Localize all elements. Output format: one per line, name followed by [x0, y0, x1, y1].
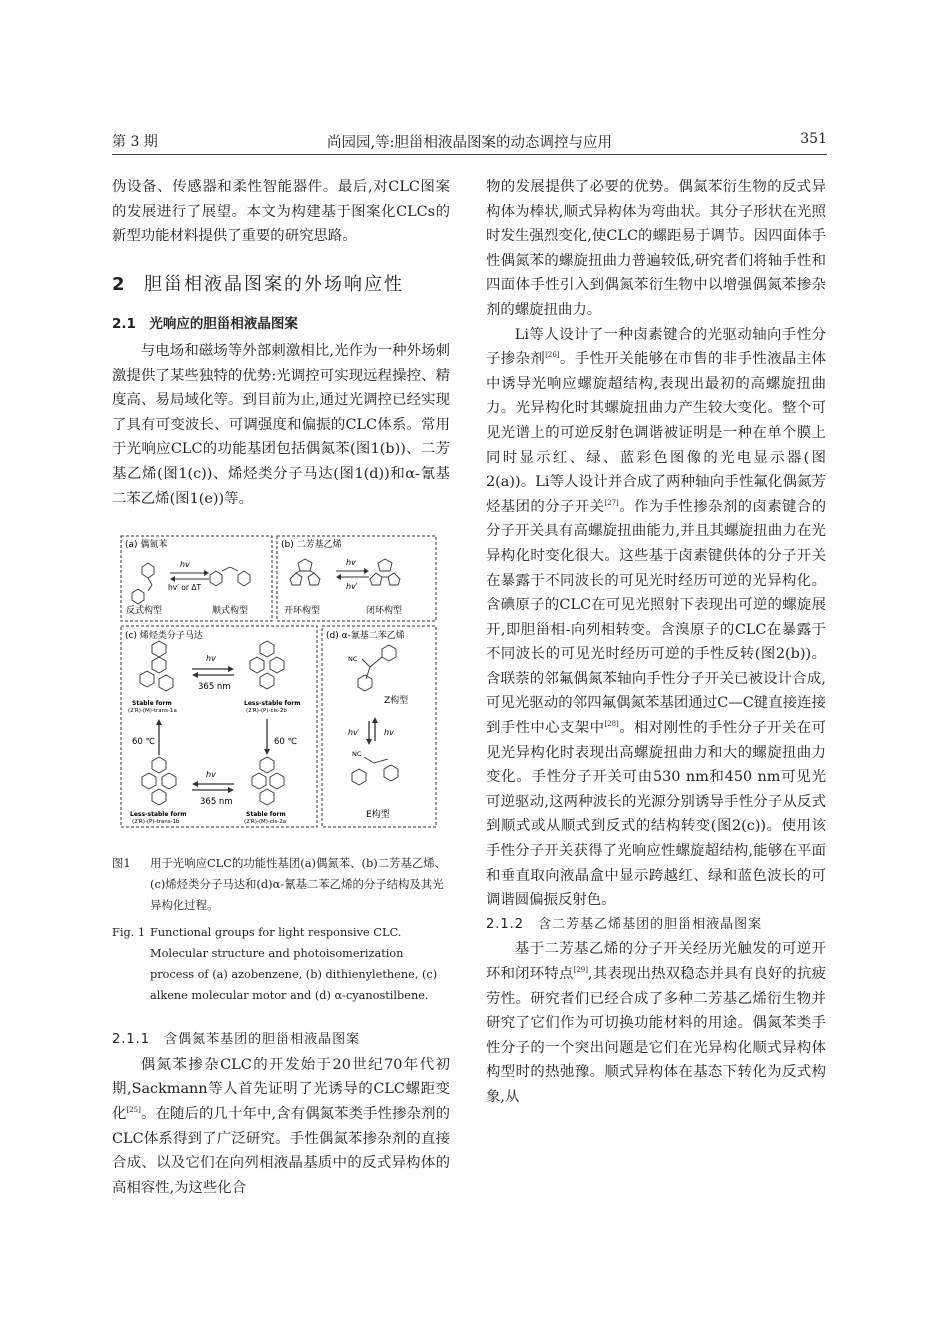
stable-form-1a-label: Stable form: [132, 700, 172, 708]
paragraph: 与电场和磁场等外部刺激相比,光作为一种外场刺激提供了某些独特的优势:光调控可实现远程操控、精度高、易局域化等。到目前为止,通过光调控已经实现了具有可变波长、可调强度和偏振的CLC体系。常用于光响应CLC的功能基团包括偶氮苯(图1(b))、二芳基乙烯(图1(c))、烯烃类分子马达(图1(d))和α-氰基二苯乙烯(图1(e))等。: [112, 342, 450, 507]
azo-forward-light: hv: [180, 560, 190, 570]
panel-a-label: (a) 偶氮苯: [125, 540, 168, 551]
panel-b-label: (b) 二芳基乙烯: [281, 540, 342, 551]
running-header: [112, 131, 827, 153]
section-number: 2: [112, 273, 127, 295]
motor-left-arrowhead: [156, 719, 162, 725]
cyano-up-arrowhead: [372, 717, 378, 723]
subsection-heading: 2.1 光响应的胆甾相液晶图案: [112, 316, 298, 333]
figure-1: [112, 533, 450, 845]
cis-label: 顺式构型: [212, 606, 249, 617]
citation-ref: [28]: [604, 720, 619, 729]
motor-left-temp: 60 ℃: [132, 737, 156, 748]
motor-bottom-light: hv: [206, 770, 216, 780]
paragraph: 基于二芳基乙烯的分子开关经历光触发的可逆开环和闭环特点[29],其表现出热双稳态并具有良好的抗疲劳性。研究者们已经合成了多种二芳基乙烯衍生物并研究了它们作为可切换功能材料的用途。偶氮苯类手性分子的一个突出问题是它们在光异构化顺式异构体构型时的热弛豫。顺式异构体在基态下转化为反式构象,从: [486, 941, 826, 1105]
paragraph: 偶氮苯掺杂CLC的开发始于20世纪70年代初期,Sackmann等人首先证明了光诱导的CLC螺距变化[25]。在随后的几十年中,含有偶氮苯类手性掺杂剂的CLC体系得到了广泛研究。手性偶氮苯掺杂剂的直接合成、以及它们在向列相液晶基质中的反式异构体的高相容性,为这些化合: [112, 1056, 450, 1196]
right-column: [486, 175, 826, 1110]
motor-bottom-wavelength: 365 nm: [200, 797, 233, 808]
subsubsection-heading: 2.1.2 含二芳基乙烯基团的胆甾相液晶图案: [486, 916, 763, 932]
motor-top-wavelength: 365 nm: [198, 682, 231, 693]
z-configuration-label: Z构型: [384, 696, 409, 707]
dte-back-light: hv′: [346, 582, 358, 592]
caption-en-label: Fig. 1: [112, 926, 146, 940]
section-title: 胆甾相液晶图案的外场响应性: [144, 273, 404, 295]
dithienylethene-open-structure: [290, 559, 320, 585]
panel-d-label: (d) α-氰基二苯乙烯: [326, 631, 405, 642]
motor-bottom-arrowhead: [192, 781, 198, 787]
dte-back-arrowhead: [336, 574, 341, 580]
motor-right-temp: 60 ℃: [274, 737, 298, 748]
stable-form-1a-id: (2′R)-(M)-trans-1a: [128, 708, 177, 715]
motor-top-arrowhead: [228, 666, 234, 672]
open-ring-label: 开环构型: [284, 606, 321, 617]
cyanostilbene-e-structure: [352, 757, 398, 785]
motor-right-arrowhead: [264, 749, 270, 755]
citation-ref: [29]: [573, 966, 588, 975]
citation-ref: [27]: [604, 498, 619, 507]
cyano-down-arrowhead: [366, 739, 372, 745]
citation-ref: [26]: [545, 351, 560, 360]
running-title: 尚园园,等:胆甾相液晶图案的动态调控与应用: [327, 135, 612, 151]
motor-structure-2b: [250, 641, 284, 689]
nitrile-label-z: NC: [348, 655, 358, 664]
issue-number: 第 3 期: [112, 134, 158, 150]
stable-form-2a-id: (2′R)-(M)-cis-2a: [244, 819, 287, 826]
azobenzene-trans-structure: [132, 563, 154, 604]
closed-ring-label: 闭环构型: [366, 606, 403, 617]
azo-back-light: hv′ or ΔT: [168, 583, 202, 593]
less-stable-1b-id: (2′R)-(P)-trans-1b: [132, 819, 180, 826]
figure-caption-zh: [112, 853, 450, 916]
figure-caption-en: [112, 922, 450, 1006]
e-configuration-label: E构型: [366, 810, 390, 821]
paragraph: 伪设备、传感器和柔性智能器件。最后,对CLC图案的发展进行了展望。本文为构建基于图案化CLCs的新型功能材料提供了重要的研究思路。: [112, 179, 450, 245]
cyanostilbene-z-structure: [358, 645, 396, 691]
caption-text: 用于光响应CLC的功能性基团(a)偶氮苯、(b)二芳基乙烯、(c)烯烃类分子马达和(d)α-氰基二苯乙烯的分子结构及其光异构化过程。: [150, 856, 447, 913]
nitrile-label-e: NC: [352, 750, 362, 759]
cyano-forward-light: hv: [384, 728, 394, 738]
azobenzene-cis-structure: [210, 567, 250, 586]
dte-forward-light: hv: [346, 558, 356, 568]
less-stable-2b-label: Less-stable form: [244, 700, 301, 708]
subsubsection-heading: 2.1.1 含偶氮苯基团的胆甾相液晶图案: [112, 1032, 361, 1048]
paragraph: Li等人设计了一种卤素键合的光驱动轴向手性分子掺杂剂[26]。手性开关能够在市售的非手性液晶主体中诱导光响应螺旋超结构,表现出最初的高螺旋扭曲力。光异构化时其螺旋扭曲力产生较大变化。整个可见光谱上的可逆反射色调谐被证明是一种在单个膜上同时显示红、绿、蓝彩色图像的光电显示器(图2(a))。Li等人设计并合成了两种轴向手性氟化偶氮芳烃基团的分子开关[27]。作为手性掺杂剂的卤素键合的分子开关具有高螺旋扭曲能力,并且其螺旋扭曲力在光异构化时变化很大。这些基于卤素键供体的分子开关在暴露于不同波长的可见光时经历可逆的光异构化。含碘原子的CLC在可见光照射下表现出可逆的螺旋展开,即胆甾相-向列相转变。含溴原子的CLC在暴露于不同波长的可见光时经历可逆的手性反转(图2(b))。含联萘的邻氟偶氮苯轴向手性分子开关已被设计合成,可见光驱动的邻四氟偶氮苯基团通过C—C键直接连接到手性中心支架中[28]。相对刚性的手性分子开关在可见光异构化时表现出高螺旋扭曲力和大的螺旋扭曲力变化。手性分子开关可由530 nm和450 nm可见光可逆驱动,这两种波长的光源分别诱导手性分子从反式到顺式或从顺式到反式的结构转变(图2(c))。使用该手性分子开关获得了光响应性螺旋超结构,能够在平面和垂直取向液晶盒中显示跨越红、绿和蓝色波长的可调谐圆偏振反射色。: [486, 326, 826, 909]
less-stable-1b-label: Less-stable form: [130, 811, 187, 819]
left-column: [112, 175, 450, 1200]
caption-label: 图1: [112, 856, 131, 871]
motor-structure-1b: [142, 757, 176, 805]
less-stable-2b-id: (2′R)-(P)-cis-2b: [246, 708, 287, 715]
stable-form-2a-label: Stable form: [246, 811, 286, 819]
trans-label: 反式构型: [126, 606, 163, 617]
motor-structure-2a: [252, 757, 284, 805]
cyano-back-light: hv′: [348, 728, 360, 738]
motor-top-back-arrowhead: [192, 672, 198, 678]
motor-top-light: hv: [206, 654, 216, 664]
motor-bottom-back-arrowhead: [228, 787, 234, 793]
header-rule: [112, 154, 827, 155]
page-number: 351: [800, 131, 827, 147]
panel-c-label: (c) 烯烃类分子马达: [125, 631, 203, 642]
paragraph: 物的发展提供了必要的优势。偶氮苯衍生物的反式异构体为棒状,顺式异构体为弯曲状。其分子形状在光照时发生强烈变化,使CLC的螺距易于调节。因四面体手性偶氮苯的螺旋扭曲力普遍较低,研究者们将轴手性和四面体手性引入到偶氮苯衍生物中以增强偶氮苯掺杂剂的螺旋扭曲力。: [486, 179, 826, 318]
dithienylethene-closed-structure: [370, 559, 400, 585]
figure-1-diagram: [112, 533, 450, 845]
dte-forward-arrowhead: [364, 568, 369, 574]
citation-ref: [25]: [126, 1106, 141, 1115]
motor-structure-1a: [140, 641, 173, 691]
azo-back-arrowhead: [170, 576, 175, 582]
caption-en-text: Functional groups for light responsive CLC. Molecular structure and photoisomerization process of (a) azobenzene, (b) dithienylethene, (c) alkene molecular motor and (d) α-cyanostilbene.: [150, 926, 438, 1003]
azo-forward-arrowhead: [204, 570, 209, 576]
section-heading: [112, 273, 450, 298]
